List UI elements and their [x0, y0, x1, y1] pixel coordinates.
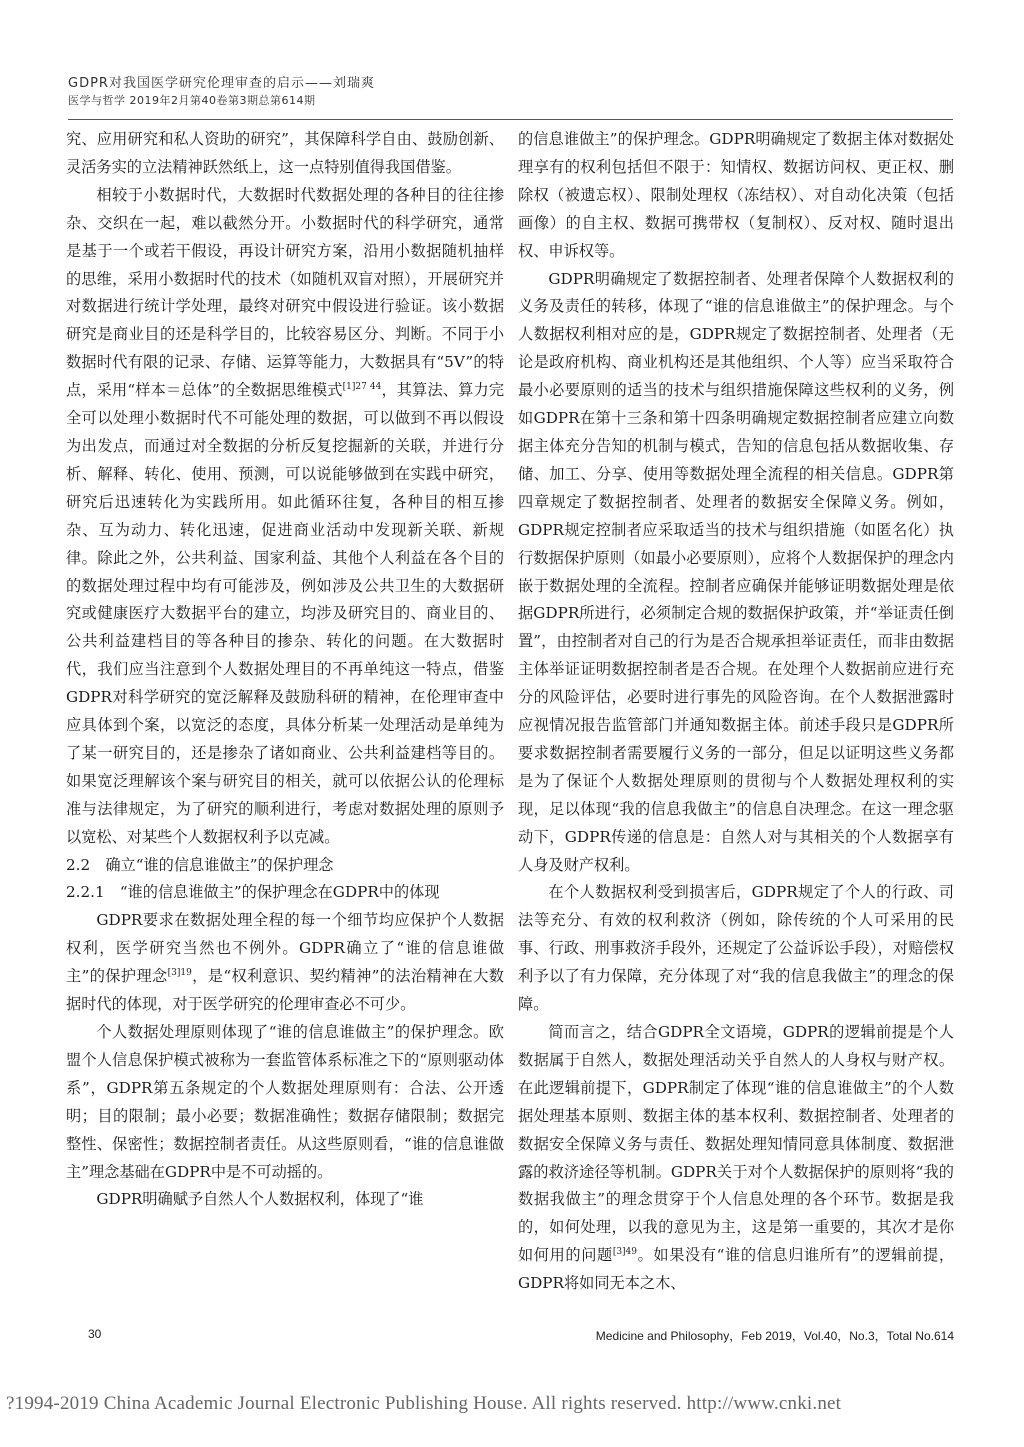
paragraph-text: 相较于小数据时代，大数据时代数据处理的各种目的往往掺杂、交织在一起，难以截然分开。小数据时代的科学研究，通常是基于一个或若干假设，再设计研究方案，沿用小数据随机抽样的思维，采用小数据时代的技术（如随机双盲对照），开展研究并对数据进行统计学处理，最终对研究中假设进行验证。该小数据研究是商业目的还是科学目的，比较容易区分、判断。不同于小数据时代有限的记录、存储、运算等能力，大数据具有“5V”的特点，采用“样本＝总体”的全数据思维模式 — [66, 185, 504, 400]
journal-citation: Medicine and Philosophy，Feb 2019，Vol.40，No.3，Total No.614 — [595, 1329, 954, 1343]
section-heading: 2.2 确立“谁的信息谁做主”的保护理念 — [66, 855, 334, 874]
left-column — [66, 126, 504, 1214]
paragraph — [66, 907, 504, 1019]
citation: [3]49 — [612, 1247, 638, 1258]
paragraph: GDPR明确赋予自然人个人数据权利，体现了“谁 — [96, 1190, 424, 1209]
page-number: 30 — [88, 1327, 102, 1341]
paragraph: 究、应用研究和私人资助的研究”，其保障科学自由、鼓励创新、灵活务实的立法精神跃然纸上，这一点特别值得我国借鉴。 — [66, 130, 504, 176]
paragraph — [518, 1019, 954, 1298]
paragraph: GDPR明确规定了数据控制者、处理者保障个人数据权利的义务及责任的转移，体现了“谁的信息谁做主”的保护理念。与个人数据权利相对应的是，GDPR规定了数据控制者、处理者（无论是政府机构、商业机构还是其他组织、个人等）应当采取符合最小必要原则的适当的技术与组织措施保障这些权利的义务，例如GDPR在第十三条和第十四条明确规定数据控制者应建立向数据主体充分告知的机制与模式，告知的信息包括从数据收集、存储、加工、分享、使用等数据处理全流程的相关信息。GDPR第四章规定了数据控制者、处理者的数据安全保障义务。例如，GDPR规定控制者应采取适当的技术与组织措施（如匿名化）执行数据保护原则（如最小必要原则），应将个人数据保护的理念内嵌于数据处理的全流程。控制者应确保并能够证明数据处理是依据GDPR所进行，必须制定合规的数据保护政策，并“举证责任倒置”，由控制者对自己的行为是否合规承担举证责任，而非由数据主体举证证明数据控制者是否合规。在处理个人数据前应进行充分的风险评估，必要时进行事先的风险咨询。在个人数据泄露时应视情况报告监管部门并通知数据主体。前述手段只是GDPR所要求数据控制者需要履行义务的一部分，但足以证明这些义务都是为了保证个人数据处理原则的贯彻与个人数据处理权利的实现，足以体现“我的信息我做主”的信息自决理念。在这一理念驱动下，GDPR传递的信息是：自然人对与其相关的个人数据享有人身及财产权利。 — [518, 269, 954, 874]
citation: [1]27 44 — [342, 382, 382, 393]
paragraph: 个人数据处理原则体现了“谁的信息谁做主”的保护理念。欧盟个人信息保护模式被称为一套监管体系标准之下的“原则驱动体系”，GDPR第五条规定的个人数据处理原则有：合法、公开透明；目的限制；最小必要；数据准确性；数据存储限制；数据完整性、保密性；数据控制者责任。从这些原则看，“谁的信息谁做主”理念基础在GDPR中是不可动摇的。 — [66, 1023, 504, 1181]
paragraph-text: GDPR要求在数据处理全程的每一个细节均应保护个人数据权利，医学研究当然也不例外。GDPR确立了“谁的信息谁做主”的保护理念 — [66, 911, 504, 986]
citation: [3]19 — [167, 968, 192, 979]
paragraph: 在个人数据权利受到损害后，GDPR规定了个人的行政、司法等充分、有效的权利救济（例如，除传统的个人可采用的民事、行政、刑事救济手段外，还规定了公益诉讼手段），对赔偿权利予以了有力保障，充分体现了对“我的信息我做主”的理念的保障。 — [518, 883, 954, 1014]
paragraph-text: ，其算法、算力完全可以处理小数据时代不可能处理的数据，可以做到不再以假设为出发点，而通过对全数据的分析反复挖掘新的关联，并进行分析、解释、转化、使用、预测，可以说能够做到在实践中研究，研究后迅速转化为实践所用。如此循环往复，各种目的相互掺杂、互为动力、转化迅速，促进商业活动中发现新关联、新规律。除此之外，公共利益、国家利益、其他个人利益在各个目的的数据处理过程中均有可能涉及，例如涉及公共卫生的大数据研究或健康医疗大数据平台的建立，均涉及研究目的、商业目的、公共利益建档目的等各种目的掺杂、转化的问题。在大数据时代，我们应当注意到个人数据处理目的不再单纯这一特点，借鉴GDPR对科学研究的宽泛解释及鼓励科研的精神，在伦理审查中应具体到个案，以宽泛的态度，具体分析某一处理活动是单纯为了某一研究目的，还是掺杂了诸如商业、公共利益建档等目的。如果宽泛理解该个案与研究目的相关，就可以依据公认的伦理标准与法律规定，为了研究的顺利进行，考虑对数据处理的原则予以宽松、对某些个人数据权利予以克减。 — [66, 381, 505, 846]
subsection-heading: 2.2.1 “谁的信息谁做主”的保护理念在GDPR中的体现 — [66, 883, 440, 902]
header-journal-issue: 医学与哲学 2019年2月第40卷第3期总第614期 — [68, 94, 316, 107]
header-divider — [68, 119, 953, 120]
copyright-notice: ?1994-2019 China Academic Journal Electronic Publishing House. All rights reserved. http://www.cnki.net — [6, 1393, 842, 1414]
paragraph-text: ，是“权利意识、契约精神”的法治精神在大数据时代的体现，对于医学研究的伦理审查必不可少。 — [66, 967, 504, 1014]
right-column — [518, 126, 954, 1298]
paragraph — [66, 182, 504, 852]
paragraph-text: 简而言之，结合GDPR全文语境，GDPR的逻辑前提是个人数据属于自然人，数据处理活动关乎自然人的人身权与财产权。在此逻辑前提下，GDPR制定了体现“谁的信息谁做主”的个人数据处理基本原则、数据主体的基本权利、数据控制者、处理者的数据安全保障义务与责任、数据处理知情同意具体制度、数据泄露的救济途径等机制。GDPR关于对个人数据保护的原则将“我的数据我做主”的理念贯穿于个人信息处理的各个环节。数据是我的，如何处理，以我的意见为主，这是第一重要的，其次才是你如何用的问题 — [518, 1023, 954, 1265]
paragraph: 的信息谁做主”的保护理念。GDPR明确规定了数据主体对数据处理享有的权利包括但不限于：知情权、数据访问权、更正权、删除权（被遗忘权）、限制处理权（冻结权）、对自动化决策（包括画像）的自主权、数据可携带权（复制权）、反对权、随时退出权、申诉权等。 — [518, 130, 954, 260]
running-header — [68, 76, 953, 108]
paragraph-text: 。如果没有“谁的信息归谁所有”的逻辑前提，GDPR将如同无本之木、 — [518, 1246, 955, 1293]
header-article-title: GDPR对我国医学研究伦理审查的启示——刘瑞爽 — [68, 76, 375, 91]
